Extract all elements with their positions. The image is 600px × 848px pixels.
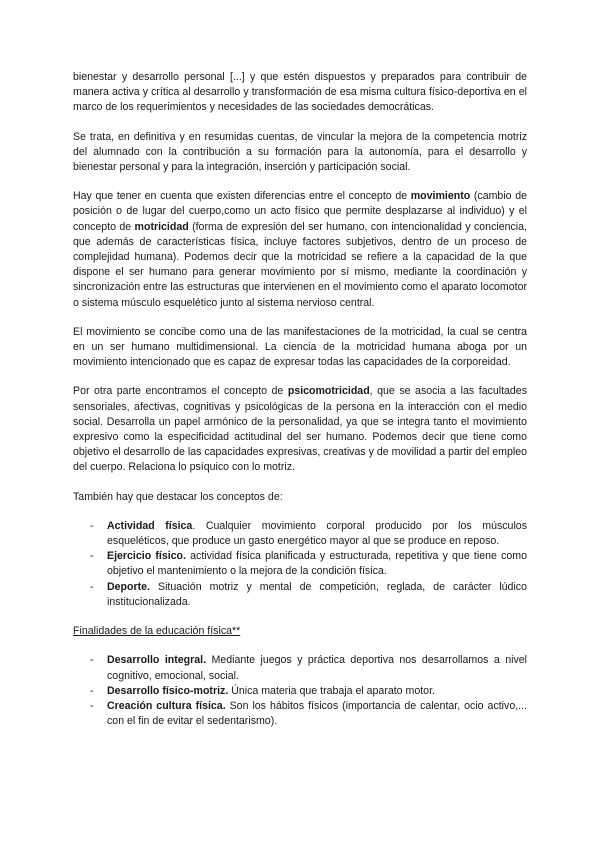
dash: - — [90, 699, 94, 712]
paragraph-movimiento-manifestacion: El movimiento se concibe como una de las manifestaciones de la motricidad, la cual se centra en un ser humano multidimensional. La ciencia de la motricidad humana aboga por un movimiento intencionado que es capaz de expresar todas las capacidades de la corporeidad. — [73, 325, 527, 369]
concepts-list — [73, 519, 527, 610]
list-item-text: actividad física planificada y estructurada, repetitiva y que tiene como objetivo el mantenimiento o la mejora de la condición física. — [107, 550, 527, 578]
text: (cambio de posición o de lugar del cuerpo,como un acto físico que permite desplazarse al individuo) y el concepto de — [73, 190, 527, 233]
dash: - — [90, 654, 94, 667]
text: Hay que tener en cuenta que existen diferencias entre el concepto de — [73, 190, 411, 203]
list-item-text: Son los hábitos físicos (importancia de calentar, ocio activo,... con el fin de evitar el sedentarismo). — [107, 699, 527, 728]
term-movimiento: movimiento — [410, 190, 471, 203]
finalidades-list — [73, 653, 527, 729]
list-item — [73, 580, 527, 610]
text: Por otra parte encontramos el concepto de — [73, 385, 288, 398]
list-item — [73, 699, 527, 729]
dash: - — [90, 519, 94, 532]
paragraph-conceptos-intro: También hay que destacar los conceptos de: — [73, 490, 283, 503]
list-item-term: Actividad física — [107, 519, 193, 532]
list-item — [73, 653, 527, 683]
list-item-text: . Cualquier movimiento corporal producido por los músculos esqueléticos, que produce un gasto energético mayor al que se produce en reposo. — [107, 519, 527, 548]
paragraph-intro-continuation: bienestar y desarrollo personal [...] y que estén dispuestos y preparados para contribuir de manera activa y crítica al desarrollo y transformación de esa misma cultura físico-deportiva en el marco de los requerimientos y necesidades de las sociedades democráticas. — [73, 71, 527, 114]
list-item-term: Ejercicio físico. — [107, 550, 186, 563]
term-motricidad: motricidad — [134, 220, 189, 233]
list-item-term: Deporte. — [107, 580, 150, 593]
list-item — [73, 684, 527, 699]
list-item — [73, 519, 527, 549]
list-item-term: Desarrollo integral. — [107, 654, 207, 667]
paragraph-competencia-motriz: Se trata, en definitiva y en resumidas cuentas, de vincular la mejora de la competencia motriz del alumnado con la contribución a su formación para la autonomía, para el desarrollo y bienestar personal y para la integración, inserción y participación social. — [73, 130, 527, 174]
paragraph-movimiento-motricidad — [73, 189, 527, 311]
dash: - — [90, 580, 94, 593]
paragraph-psicomotricidad — [73, 384, 527, 475]
list-item-text: Situación motriz y mental de competición, reglada, de carácter lúdico institucionalizada. — [107, 580, 527, 608]
dash: - — [90, 684, 94, 697]
document-page — [73, 70, 527, 743]
list-item-term: Desarrollo físico-motriz. — [107, 684, 229, 697]
text: , que se asocia a las facultades sensoriales, afectivas, cognitivas y psicológicas de la persona en la interacción con el medio social. Desarrolla un papel armónico de la personalidad, ya que se integra tanto el movimiento expresivo como la especificidad actitudinal del ser humano. Podemos decir que tiene como objetivo el desarrollo de las capacidades expresivas, creativas y de movilidad a partir del empleo del cuerpo. Relaciona lo psíquico con lo motriz. — [73, 385, 528, 474]
term-psicomotricidad: psicomotricidad — [287, 385, 370, 398]
text: (forma de expresión del ser humano, con intencionalidad y conciencia, que además de características física, incluye factores subjetivos, dentro de un proceso de complejidad humana). Podemos decir que la motricidad se refiere a la capacidad de la que dispone el ser humano para generar movimiento por sí mismo, mediante la coordinación y sincronización entre las estructuras que intervienen en el movimiento como el aparato locomotor o sistema músculo esquelético junto al sistema nervioso central. — [73, 220, 527, 309]
list-item-term: Creación cultura física. — [107, 699, 226, 712]
section-heading-finalidades: Finalidades de la educación física** — [73, 625, 241, 638]
list-item-text: Mediante juegos y práctica deportiva nos desarrollamos a nivel cognitivo, emocional, social. — [107, 654, 527, 682]
list-item-text: Única materia que trabaja el aparato motor. — [228, 684, 435, 697]
list-item — [73, 549, 527, 579]
dash: - — [90, 550, 94, 563]
